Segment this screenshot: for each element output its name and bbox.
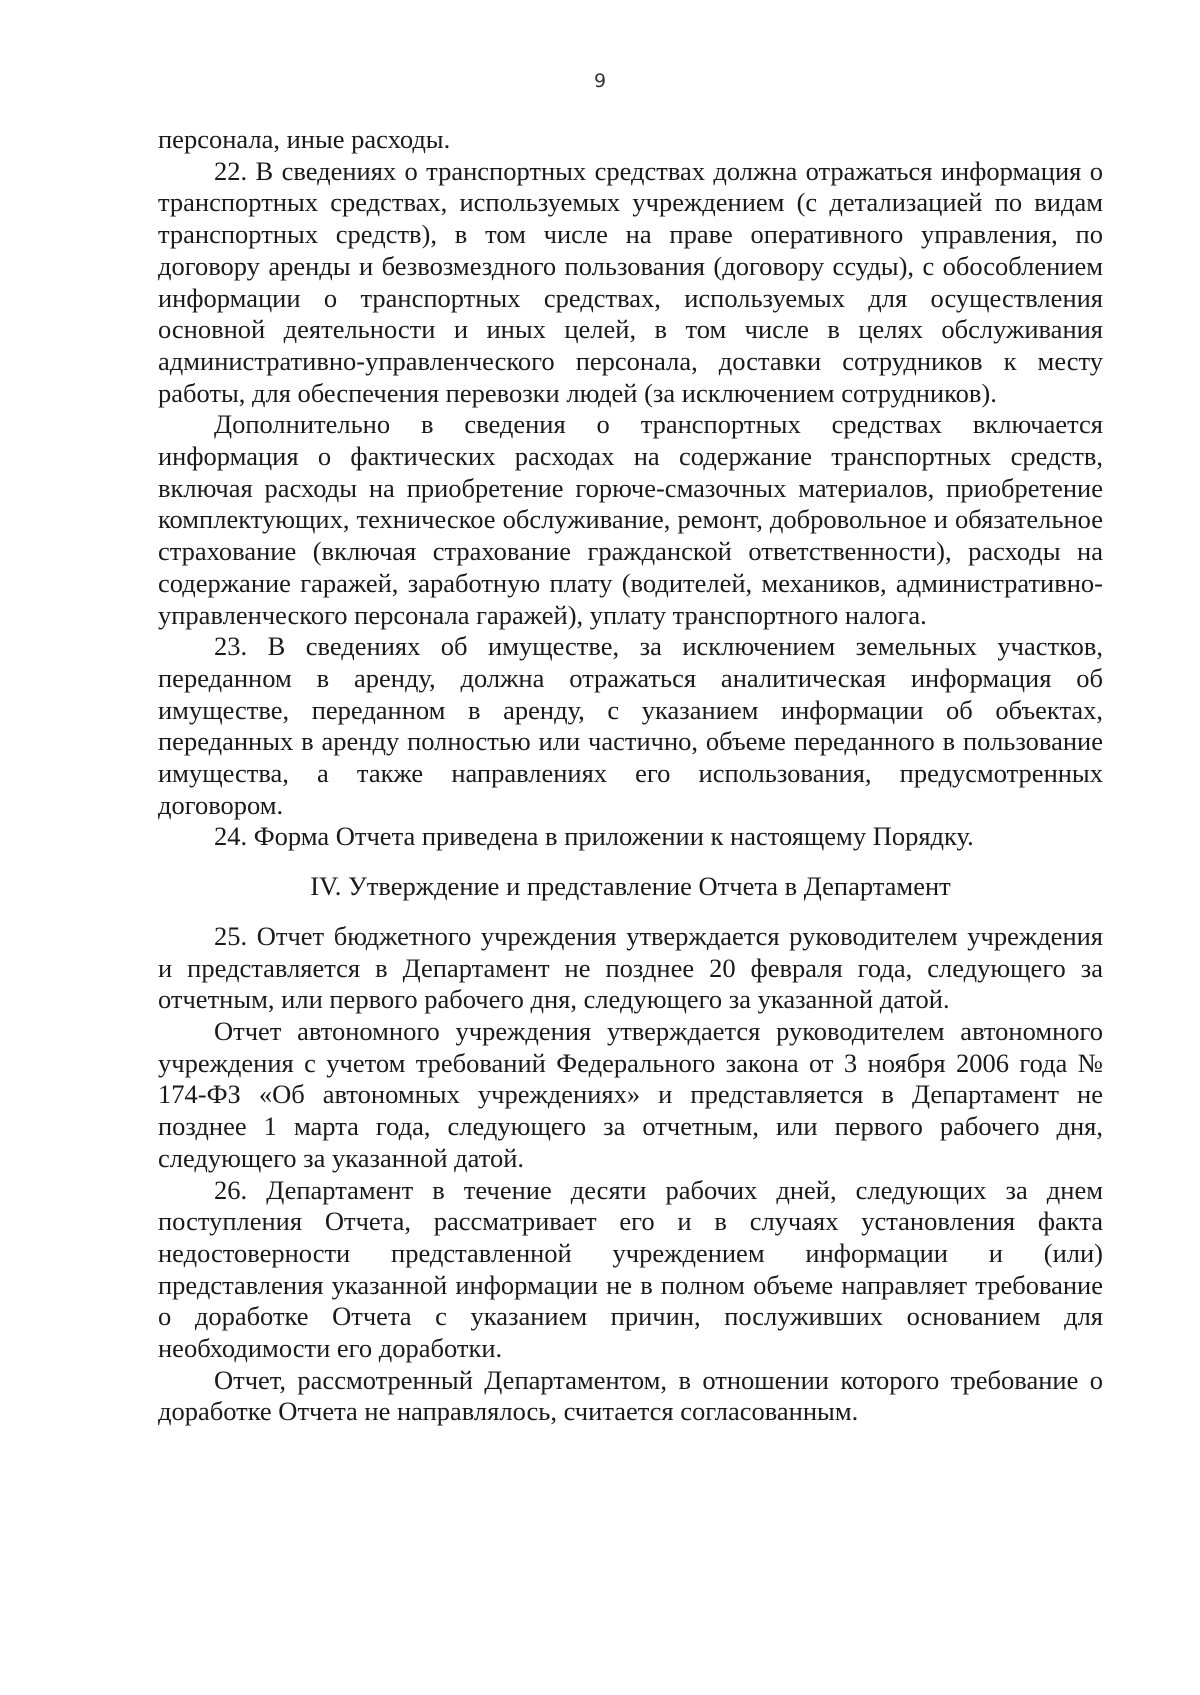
document-body: [158, 124, 1103, 1428]
section-heading: IV. Утверждение и представление Отчета в Департамент: [310, 871, 951, 902]
paragraph-transport-expenses: Дополнительно в сведения о транспортных средствах включается информация о фактических расходах на содержание транспортных средств, включая расходы на приобретение горюче-смазочных материалов, приобретение комплектующих, техническое обслуживание, ремонт, добровольное и обязательное страхование (включая страхование гражданской ответственности), расходы на содержание гаражей, заработную плату (водителей, механиков, административно-управленческого персонала гаражей), уплату транспортного налога.: [158, 409, 1103, 630]
paragraph-item-26: 26. Департамент в течение десяти рабочих дней, следующих за днем поступления Отчета, рассматривает его и в случаях установления факта недостоверности представленной учреждением информации и (или) представления указанной информации не в полном объеме направляет требование о доработке Отчета с указанием причин, послуживших основанием для необходимости его доработки.: [158, 1174, 1103, 1364]
page-number: 9: [593, 70, 607, 92]
paragraph-continuation: персонала, иные расходы.: [158, 124, 451, 154]
paragraph-autonomous-report: Отчет автономного учреждения утверждается руководителем автономного учреждения с учетом требований Федерального закона от 3 ноября 2006 года № 174-ФЗ «Об автономных учреждениях» и представляется в Департамент не позднее 1 марта года, следующего за отчетным, или первого рабочего дня, следующего за указанной датой.: [158, 1015, 1103, 1173]
paragraph-report-approved: Отчет, рассмотренный Департаментом, в отношении которого требование о доработке Отчета не направлялось, считается согласованным.: [158, 1364, 1103, 1427]
paragraph-item-23: 23. В сведениях об имуществе, за исключением земельных участков, переданном в аренду, должна отражаться аналитическая информация об имуществе, переданном в аренду, с указанием информации об объектах, переданных в аренду полностью или частично, объеме переданного в пользование имущества, а также направлениях его использования, предусмотренных договором.: [158, 631, 1103, 820]
paragraph-item-25: 25. Отчет бюджетного учреждения утверждается руководителем учреждения и представляется в Департамент не позднее 20 февраля года, следующего за отчетным, или первого рабочего дня, следующего за указанной датой.: [158, 920, 1103, 1015]
paragraph-item-24: 24. Форма Отчета приведена в приложении к настоящему Порядку.: [214, 821, 974, 852]
paragraph-item-22: 22. В сведениях о транспортных средствах должна отражаться информация о транспортных средствах, используемых учреждением (с детализацией по видам транспортных средств), в том числе на праве оперативного управления, по договору аренды и безвозмездного пользования (договору ссуды), с обособлением информации о транспортных средствах, используемых для осуществления основной деятельности и иных целей, в том числе в целях обслуживания административно-управленческого персонала, доставки сотрудников к месту работы, для обеспечения перевозки людей (за исключением сотрудников).: [158, 155, 1103, 408]
